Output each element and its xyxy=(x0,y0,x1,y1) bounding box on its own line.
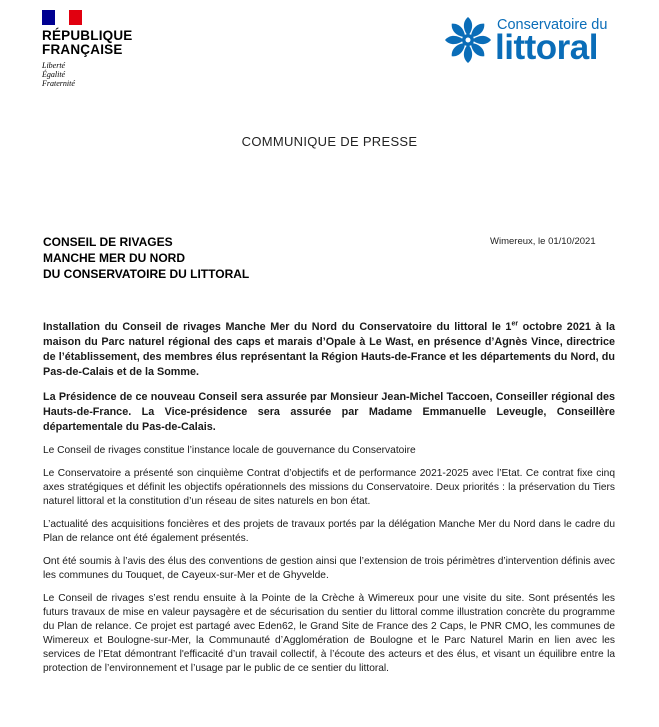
motto-liberte: Liberté xyxy=(42,61,66,70)
council-heading-line3: DU CONSERVATOIRE DU LITTORAL xyxy=(43,267,250,281)
logo-text-line1: Conservatoire du xyxy=(497,17,608,33)
body-paragraph-3: L’actualité des acquisitions foncières et des projets de travaux portés par la délégation Manche Mer du Nord dans le cadre du Plan de relance ont été également présentés. xyxy=(43,519,615,544)
republique-francaise-logo xyxy=(42,10,162,88)
press-release-body xyxy=(43,320,615,685)
republic-name-line2: FRANÇAISE xyxy=(42,42,123,57)
body-paragraph-2: Le Conservatoire a présenté son cinquième Contrat d’objectifs et de performance 2021-2025 avec l’Etat. Ce contrat fixe cinq axes stratégiques et définit les objectifs opérationnels des missions du Conservatoire. Deux priorités : la préservation du Tiers naturel littoral et la constitution d’un réseau de sites naturels en bon état. xyxy=(43,468,615,507)
conservatoire-logo xyxy=(444,16,619,66)
republic-motto xyxy=(42,61,162,88)
presidency-paragraph: La Présidence de ce nouveau Conseil sera assurée par Monsieur Jean-Michel Taccoen, Conseiller régional des Hauts-de-France. La Vice-présidence sera assurée par Madame Emmanuelle Leveugle, Conseillère départementale du Pas-de-Calais. xyxy=(43,391,615,433)
logo-text-line2: littoral xyxy=(495,28,598,67)
body-paragraph-4: Ont été soumis à l’avis des élus des conventions de gestion ainsi que l’extension de trois périmètres d’intervention définis avec les communes du Touquet, de Cayeux-sur-Mer et de Ghyvelde. xyxy=(43,556,615,581)
body-paragraph-5: Le Conseil de rivages s’est rendu ensuite à la Pointe de la Crèche à Wimereux pour une visite du site. Sont présentés les futurs travaux de mise en valeur paysagère et de sécurisation du sentier du littoral comme illustration concrète du programme du Plan de relance. Ce projet est partagé avec Eden62, le Grand Site de France des 2 Caps, le PNR CMO, les communes de Wimereux et Boulogne-sur-Mer, la Communauté d’Agglomération de Boulogne et le Parc Naturel Marin en lien avec les services de l’Etat démontrant l'efficacité d’un travail collectif, à l’écoute des acteurs et des élus, et visant un équilibre entre la protection de l’environnement et l’usage par le public de ce sentier du littoral. xyxy=(43,593,615,674)
press-release-title: COMMUNIQUE DE PRESSE xyxy=(241,134,418,149)
body-paragraph-1: Le Conseil de rivages constitue l’instance locale de gouvernance du Conservatoire xyxy=(43,445,416,456)
council-heading xyxy=(43,234,249,282)
star-flower-icon xyxy=(444,16,492,64)
intro-paragraph: Installation du Conseil de rivages Manche Mer du Nord du Conservatoire du littoral le 1er octobre 2021 à la maison du Parc naturel régional des caps et marais d’Opale à Le Wast, en présence d’Agnès Vince, directrice de l’établissement, des membres élus représentant la Région Hauts-de-France et les départements du Nord, du Pas-de-Calais et de la Somme. xyxy=(43,320,615,378)
council-heading-line1: CONSEIL DE RIVAGES xyxy=(43,235,173,249)
council-heading-line2: MANCHE MER DU NORD xyxy=(43,251,185,265)
republic-name-line1: RÉPUBLIQUE xyxy=(42,28,133,43)
dateline: Wimereux, le 01/10/2021 xyxy=(490,236,596,247)
motto-egalite: Égalité xyxy=(42,70,66,79)
french-flag-icon xyxy=(42,10,82,25)
motto-fraternite: Fraternité xyxy=(42,79,75,88)
